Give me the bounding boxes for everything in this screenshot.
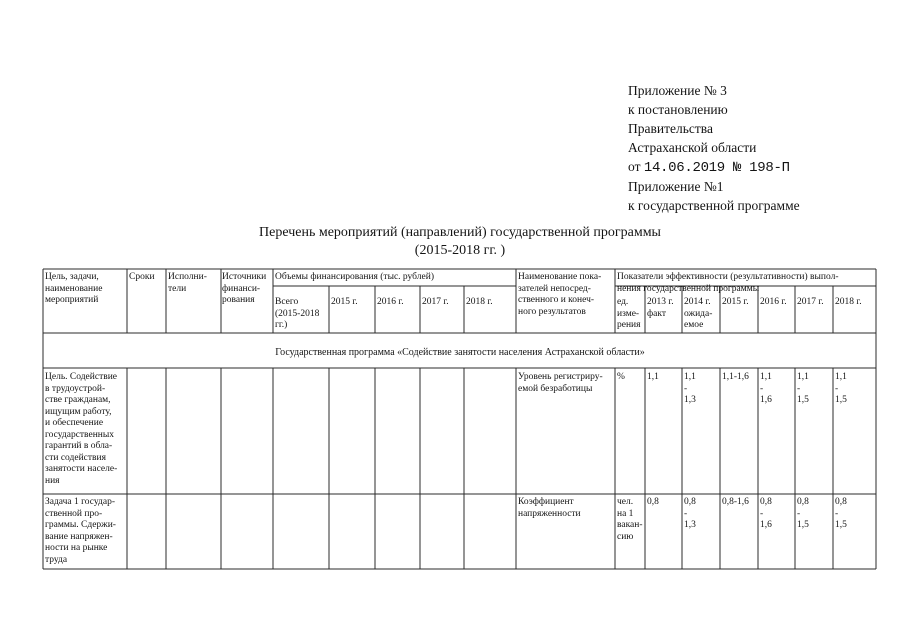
header-funding-total xyxy=(275,297,319,332)
header-sources-line: финанси- xyxy=(222,283,261,294)
appendix-date-line xyxy=(628,157,790,178)
row2-unit xyxy=(617,497,643,543)
header-ind-2015: 2015 г. xyxy=(722,297,749,307)
header-indicators-line: нения государственной программы xyxy=(617,283,760,294)
row1-value-2016-line: 1,6 xyxy=(760,395,772,405)
row1-value-2016-line: 1,1 xyxy=(760,372,772,382)
header-goal-line: Цель, задачи, xyxy=(45,272,99,282)
header-funding-2015: 2015 г. xyxy=(331,297,358,307)
row1-value-2018-line: 1,1 xyxy=(835,372,847,382)
row1-value-2013: 1,1 xyxy=(647,372,659,382)
title-line-2: (2015-2018 гг. ) xyxy=(414,243,506,258)
appendix-line: Приложение № 3 xyxy=(628,83,727,98)
header-goal-line: наименование xyxy=(45,283,103,294)
header-funding-total-line: гг.) xyxy=(275,320,288,330)
row2-value-2017-line: - xyxy=(797,508,801,519)
header-ind-2018: 2018 г. xyxy=(835,297,862,307)
header-ind-2013 xyxy=(647,297,674,320)
header-ind-2014 xyxy=(684,297,712,332)
row2-value-2014-line: - xyxy=(684,508,688,519)
header-result-line: Наименование пока- xyxy=(518,272,602,282)
row2-value-2018-line: 1,5 xyxy=(835,520,847,530)
appendix-line: Правительства xyxy=(628,121,713,136)
row2-value-2014-line: 1,3 xyxy=(684,520,696,530)
row2-result-line: Коэффициент xyxy=(518,497,574,507)
row1-result-name xyxy=(518,372,603,395)
row1-value-2014-line: 1,3 xyxy=(684,395,696,405)
row1-unit: % xyxy=(617,372,625,382)
header-sources-line: рования xyxy=(222,295,255,305)
row2-unit-line: на 1 xyxy=(617,508,634,519)
row1-value-2018-line: - xyxy=(835,383,839,394)
row1-value-2017-line: 1,1 xyxy=(797,372,809,382)
row1-goal-line: ния xyxy=(45,475,60,486)
row1-goal-line: Цель. Содействие xyxy=(45,372,118,382)
row2-value-2014 xyxy=(684,497,696,532)
row2-goal-line: вание напряжен- xyxy=(45,531,113,542)
row1-value-2017 xyxy=(797,372,809,407)
row1-goal-line: сти содействия xyxy=(45,452,106,463)
header-ind-2014-line: 2014 г. xyxy=(684,297,711,307)
header-funding-group: Объемы финансирования (тыс. рублей) xyxy=(275,272,434,282)
row1-value-2014 xyxy=(684,372,696,407)
header-unit-line: изме- xyxy=(617,308,640,319)
row2-value-2016-line: 0,8 xyxy=(760,497,772,507)
appendix-line: к постановлению xyxy=(628,102,728,117)
row2-value-2016-line: 1,6 xyxy=(760,520,772,530)
appendix-sub-line: к государственной программе xyxy=(628,198,800,213)
row1-value-2014-line: - xyxy=(684,383,688,394)
header-executors-line: тели xyxy=(168,283,187,294)
row1-goal-line: в трудоустрой- xyxy=(45,383,106,394)
appendix-line: Астраханской области xyxy=(628,140,757,155)
row2-unit-line: вакан- xyxy=(617,520,643,530)
header-goal-line: мероприятий xyxy=(45,295,99,305)
row1-value-2016 xyxy=(760,372,772,407)
row1-goal-line: ищущим работу, xyxy=(45,406,112,417)
document-title xyxy=(180,224,740,260)
row1-value-2016-line: - xyxy=(760,383,764,394)
header-funding-total-line: Всего xyxy=(275,297,299,307)
header-ind-2014-line: ожида- xyxy=(684,308,713,319)
row1-result-line: емой безработицы xyxy=(518,383,593,394)
row2-value-2018-line: 0,8 xyxy=(835,497,847,507)
header-ind-2014-line: емое xyxy=(684,320,704,330)
header-ind-2013-line: факт xyxy=(647,308,667,319)
header-sources xyxy=(222,272,266,307)
header-unit xyxy=(617,297,641,332)
row1-value-2018-line: 1,5 xyxy=(835,395,847,405)
row2-value-2016 xyxy=(760,497,772,532)
header-sources-line: Источники xyxy=(222,272,267,282)
appendix-sub-line: Приложение №1 xyxy=(628,179,724,194)
row2-value-2014-line: 0,8 xyxy=(684,497,696,507)
row1-value-2017-line: - xyxy=(797,383,801,394)
row2-value-2017 xyxy=(797,497,809,532)
row1-value-2017-line: 1,5 xyxy=(797,395,809,405)
row1-goal-line: государственных xyxy=(45,429,115,440)
row2-result-name xyxy=(518,497,581,520)
header-result-name xyxy=(518,272,601,318)
date-prefix: от xyxy=(628,159,641,174)
header-result-line: зателей непосред- xyxy=(518,283,591,294)
row1-goal-line: стве гражданам, xyxy=(45,395,111,405)
row1-goal-line: и обеспечение xyxy=(45,418,104,428)
row1-goal xyxy=(45,372,117,487)
header-executors xyxy=(168,272,207,295)
title-line-1: Перечень мероприятий (направлений) государственной программы xyxy=(259,225,661,240)
header-result-line: ного результатов xyxy=(518,306,586,317)
header-ind-2016: 2016 г. xyxy=(760,297,787,307)
row2-result-line: напряженности xyxy=(518,508,581,519)
row1-result-line: Уровень регистриру- xyxy=(518,372,603,382)
appendix-sub-header xyxy=(628,177,800,215)
header-unit-line: ед. xyxy=(617,297,629,307)
row2-goal-line: труда xyxy=(45,554,68,565)
header-funding-2016: 2016 г. xyxy=(377,297,404,307)
header-result-line: ственного и конеч- xyxy=(518,295,595,305)
header-indicators-group xyxy=(617,272,839,295)
program-banner: Государственная программа «Содействие занятости населения Астраханской области» xyxy=(275,347,645,358)
row2-goal-line: граммы. Сдержи- xyxy=(45,520,116,530)
header-funding-2017: 2017 г. xyxy=(422,297,449,307)
header-goal xyxy=(45,272,102,307)
header-terms-line: Сроки xyxy=(129,272,155,282)
header-ind-2013-line: 2013 г. xyxy=(647,297,674,307)
row2-unit-line: сию xyxy=(617,531,634,542)
header-funding-total-line: (2015-2018 xyxy=(275,308,320,319)
row2-value-2018-line: - xyxy=(835,508,839,519)
row2-goal-line: ности на рынке xyxy=(45,543,108,553)
row2-goal-line: ственной про- xyxy=(45,508,103,519)
row2-unit-line: чел. xyxy=(617,497,634,507)
row1-value-2018 xyxy=(835,372,847,407)
row2-goal-line: Задача 1 государ- xyxy=(45,497,115,507)
row2-goal xyxy=(45,497,116,566)
row2-value-2018 xyxy=(835,497,847,532)
row2-value-2016-line: - xyxy=(760,508,764,519)
row2-value-2015: 0,8-1,6 xyxy=(722,497,749,507)
header-ind-2017: 2017 г. xyxy=(797,297,824,307)
header-indicators-line: Показатели эффективности (результативности) выпол- xyxy=(617,272,839,282)
row2-value-2017-line: 1,5 xyxy=(797,520,809,530)
header-terms xyxy=(129,272,155,284)
row1-goal-line: занятости населе- xyxy=(45,464,118,474)
row1-value-2014-line: 1,1 xyxy=(684,372,696,382)
header-unit-line: рения xyxy=(617,320,641,330)
appendix-header xyxy=(628,81,790,178)
row2-value-2017-line: 0,8 xyxy=(797,497,809,507)
header-executors-line: Исполни- xyxy=(168,272,207,282)
row1-value-2015: 1,1-1,6 xyxy=(722,372,749,382)
header-funding-2018: 2018 г. xyxy=(466,297,493,307)
decree-date-number: 14.06.2019 № 198-П xyxy=(643,160,790,176)
row2-value-2013: 0,8 xyxy=(647,497,659,507)
row1-goal-line: гарантий в обла- xyxy=(45,441,113,451)
